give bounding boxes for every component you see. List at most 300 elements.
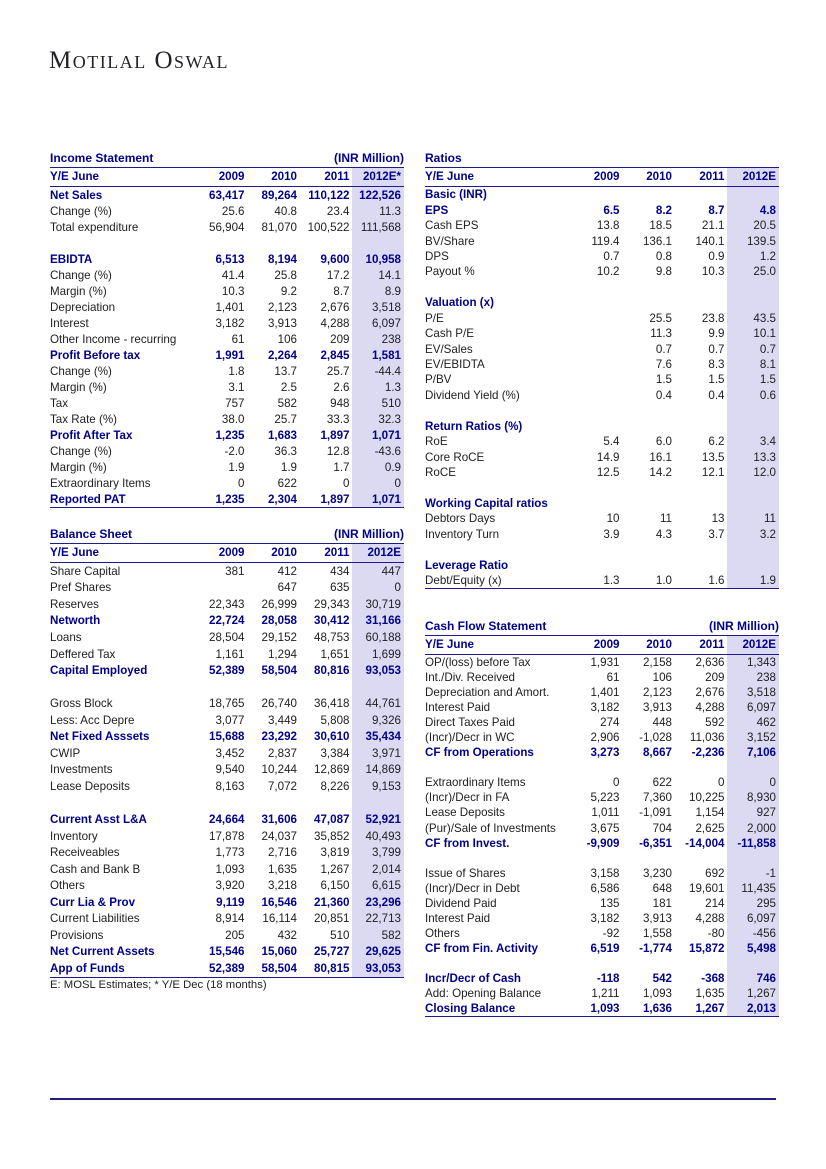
cell-value: [194, 235, 247, 251]
spacer-row: [425, 280, 779, 295]
table-row: [425, 496, 779, 511]
row-label: Lease Deposits: [425, 806, 505, 820]
cell-value: 1,897: [299, 491, 352, 508]
cell-value: 29,343: [314, 597, 350, 611]
cell-value: 1,093: [642, 987, 672, 1001]
row-label: [425, 280, 569, 295]
cell-value: 48,753: [314, 630, 350, 644]
cell-value: 6.0: [655, 435, 672, 449]
column-header: 2009: [194, 544, 247, 563]
row-label: Cash P/E: [425, 327, 474, 341]
row-label: Change (%): [50, 444, 112, 458]
row-label: CWIP: [50, 746, 81, 760]
table-row: [50, 363, 404, 379]
cell-value: [674, 496, 727, 511]
cell-value: 2,264: [267, 348, 297, 362]
row-label: Working Capital ratios: [425, 496, 548, 510]
cell-value: 110,122: [308, 188, 350, 202]
cell-value: [569, 419, 622, 434]
row-label: Tax Rate (%): [50, 412, 118, 426]
row-label: CF from Invest.: [425, 836, 510, 850]
cell-value: 3,182: [590, 701, 620, 715]
cell-value: 10,225: [689, 791, 725, 805]
cell-value: [674, 542, 727, 557]
cell-value: 2,000: [727, 821, 780, 836]
row-label: Total expenditure: [50, 220, 139, 234]
cell-value: 40.8: [274, 204, 297, 218]
cell-value: 209: [330, 332, 350, 346]
cell-value: [352, 795, 405, 812]
cell-value: 14,869: [352, 762, 405, 779]
row-label: [50, 795, 194, 812]
cell-value: 100,522: [307, 220, 350, 234]
cell-value: 18.5: [649, 219, 672, 233]
row-label: Add: Opening Balance: [425, 987, 542, 1001]
table-row: [50, 778, 404, 795]
cell-value: [727, 542, 780, 557]
cell-value: -456: [727, 926, 780, 941]
cell-value: 6.2: [708, 435, 725, 449]
cell-value: 381: [225, 564, 245, 578]
income-statement-section: [50, 151, 404, 508]
table-row: [425, 881, 779, 896]
cell-value: [352, 679, 405, 696]
cell-value: -2,236: [691, 746, 725, 760]
row-label: Investments: [50, 763, 113, 777]
table-row: [425, 218, 779, 233]
cell-value: 432: [277, 928, 297, 942]
cell-value: 23,292: [261, 730, 297, 744]
cell-value: 119.4: [591, 234, 620, 248]
cell-value: 11,036: [689, 731, 725, 745]
cell-value: [194, 580, 247, 597]
cell-value: 17,878: [209, 829, 245, 843]
cell-value: -92: [602, 926, 620, 940]
cash-flow-section: [425, 619, 779, 1017]
cell-value: -368: [701, 972, 725, 985]
table-row: [50, 728, 404, 745]
row-label: Inventory Turn: [425, 527, 500, 541]
cell-value: 510: [330, 928, 350, 942]
table-title-row: [50, 527, 404, 544]
row-label: Extraordinary Items: [425, 776, 526, 790]
cell-value: 2,906: [590, 731, 620, 745]
row-label: (Incr)/Decr in FA: [425, 791, 510, 805]
cell-value: 41.4: [221, 268, 245, 282]
spacer-row: [425, 542, 779, 557]
cell-value: 3,218: [267, 879, 297, 893]
cell-value: 122,526: [352, 187, 405, 204]
cell-value: [569, 403, 622, 418]
cell-value: -1: [727, 866, 780, 881]
column-header: Y/E June: [425, 168, 569, 187]
cell-value: 3,913: [642, 701, 672, 715]
cell-value: [569, 496, 622, 511]
table-row: [425, 372, 779, 387]
table-row: [425, 971, 779, 986]
row-label: P/BV: [425, 373, 452, 387]
cell-value: [569, 388, 622, 403]
cell-value: [674, 403, 727, 418]
cell-value: 2,158: [642, 656, 672, 670]
table-row: [425, 388, 779, 403]
row-label: Curr Lia & Prov: [50, 895, 136, 909]
cell-value: 1,235: [215, 428, 245, 442]
cell-value: 8,930: [727, 790, 780, 805]
cell-value: 10: [606, 512, 620, 526]
cell-value: 4,288: [320, 316, 350, 330]
cell-value: 448: [652, 716, 672, 730]
cell-value: 9,326: [352, 712, 405, 729]
cell-value: 746: [727, 971, 780, 986]
cell-value: 20.5: [727, 218, 780, 233]
cell-value: 61: [606, 671, 620, 685]
row-label: Net Fixed Asssets: [50, 730, 150, 744]
column-header-row: [50, 168, 404, 187]
cell-value: 2,123: [267, 300, 297, 314]
cell-value: 1,267: [674, 1001, 727, 1017]
cell-value: 22,713: [352, 910, 405, 927]
cell-value: 542: [652, 972, 672, 985]
table-row: [425, 357, 779, 372]
table-title-row: [425, 151, 779, 168]
cell-value: 8.1: [727, 357, 780, 372]
table-row: [50, 613, 404, 630]
cell-value: 0.4: [655, 388, 672, 402]
table-row: [50, 629, 404, 646]
cell-value: 0: [352, 475, 405, 491]
cell-value: 10.2: [596, 265, 620, 279]
table-row: [50, 894, 404, 911]
cell-value: 11.3: [352, 203, 405, 219]
cell-value: 52,389: [209, 664, 245, 678]
cell-value: 1,699: [352, 646, 405, 663]
cell-value: 24,037: [261, 829, 297, 843]
row-label: Others: [50, 879, 85, 893]
cell-value: 1,991: [215, 348, 245, 362]
cell-value: -9,909: [586, 836, 620, 850]
row-label: Direct Taxes Paid: [425, 716, 515, 730]
row-label: [425, 851, 569, 866]
table-row: [50, 811, 404, 828]
cell-value: 1,683: [267, 428, 297, 442]
spacer-row: [50, 795, 404, 812]
cell-value: [622, 956, 675, 971]
table-row: [50, 395, 404, 411]
row-label: Int./Div. Received: [425, 671, 515, 685]
cell-value: -80: [707, 926, 725, 940]
row-label: Tax: [50, 396, 69, 410]
cell-value: [727, 280, 780, 295]
cell-value: [569, 956, 622, 971]
cell-value: 8,163: [215, 779, 245, 793]
table-row: [425, 311, 779, 326]
row-label: Valuation (x): [425, 296, 494, 310]
cell-value: 510: [352, 395, 405, 411]
cell-value: 0.6: [727, 388, 780, 403]
cell-value: 11,435: [727, 881, 780, 896]
row-label: Profit Before tax: [50, 348, 141, 362]
cell-value: 927: [727, 805, 780, 820]
table-row: [425, 558, 779, 573]
cell-value: 4.3: [655, 527, 672, 541]
cell-value: 2,837: [267, 746, 297, 760]
cell-value: 1,093: [569, 1001, 622, 1017]
table-row: [50, 443, 404, 459]
cell-value: [674, 480, 727, 495]
row-label: OP/(loss) before Tax: [425, 656, 531, 670]
cell-value: 1.5: [708, 373, 725, 387]
cell-value: [194, 795, 247, 812]
table-title: Cash Flow Statement: [425, 619, 547, 633]
cell-value: 44,761: [352, 695, 405, 712]
cell-value: [299, 795, 352, 812]
cell-value: 106: [277, 332, 297, 346]
table-title: Balance Sheet: [50, 527, 133, 541]
cell-value: 2,716: [267, 846, 297, 860]
row-label: RoCE: [425, 466, 456, 480]
cell-value: 6,097: [727, 700, 780, 715]
cell-value: [674, 419, 727, 434]
row-label: RoE: [425, 435, 448, 449]
row-label: Interest: [50, 316, 89, 330]
column-header: 2010: [247, 168, 300, 187]
cell-value: [352, 235, 405, 251]
cell-value: 8,194: [267, 252, 297, 266]
cell-value: 0.9: [352, 459, 405, 475]
cell-value: 2,123: [642, 686, 672, 700]
row-label: (Pur)/Sale of Investments: [425, 821, 556, 835]
cell-value: [727, 403, 780, 418]
cell-value: -14,004: [685, 836, 725, 850]
cell-value: 1.3: [352, 379, 405, 395]
table-row: [425, 685, 779, 700]
table-row: [425, 465, 779, 480]
cell-value: 140.1: [695, 234, 725, 248]
table-row: [425, 821, 779, 836]
cell-value: 1,093: [215, 862, 245, 876]
table-row: [50, 475, 404, 491]
cell-value: 3,152: [727, 730, 780, 745]
table-row: [425, 941, 779, 956]
row-label: [425, 480, 569, 495]
table-row: [50, 646, 404, 663]
cell-value: 14.1: [352, 267, 405, 283]
cell-value: 58,504: [261, 664, 297, 678]
cell-value: 6,513: [215, 252, 245, 266]
cell-value: -43.6: [352, 443, 405, 459]
cell-value: 19,601: [689, 881, 725, 895]
row-label: Core RoCE: [425, 450, 485, 464]
cell-value: 9,600: [320, 252, 350, 266]
cell-value: 24,664: [209, 812, 245, 826]
table-row: [425, 202, 779, 217]
row-label: Cash and Bank B: [50, 862, 141, 876]
column-header: 2009: [569, 168, 622, 187]
cell-value: 3.2: [727, 527, 780, 542]
cell-value: 29,625: [352, 944, 405, 961]
spacer-row: [425, 851, 779, 866]
row-label: Issue of Shares: [425, 866, 506, 880]
cell-value: 1.9: [228, 460, 245, 474]
cell-value: 12.8: [326, 444, 350, 458]
table-row: [50, 331, 404, 347]
cell-value: 0.8: [655, 249, 672, 263]
cell-value: [569, 280, 622, 295]
cell-value: 8,914: [215, 912, 245, 926]
cell-value: 3,920: [215, 879, 245, 893]
table-row: [50, 315, 404, 331]
cell-value: 757: [225, 396, 245, 410]
cell-value: 5,223: [590, 791, 620, 805]
table-row: [50, 203, 404, 219]
cell-value: 52,389: [194, 960, 247, 977]
table-row: [50, 459, 404, 475]
row-label: Profit After Tax: [50, 428, 133, 442]
table-row: [425, 866, 779, 881]
cell-value: 582: [352, 927, 405, 944]
cell-value: [569, 311, 622, 326]
cell-value: 635: [330, 581, 350, 595]
table-row: [425, 715, 779, 730]
cell-value: 21.1: [701, 219, 725, 233]
cell-value: 1.3: [569, 573, 622, 589]
column-header: Y/E June: [50, 544, 194, 563]
cell-value: 10.3: [701, 265, 725, 279]
cell-value: 1.2: [727, 249, 780, 264]
cell-value: 0: [343, 476, 350, 490]
cell-value: 14.2: [649, 466, 672, 480]
cell-value: 60,188: [352, 629, 405, 646]
cell-value: 23,296: [352, 894, 405, 911]
cell-value: 16,114: [262, 912, 297, 926]
row-label: Margin (%): [50, 284, 107, 298]
cell-value: 3,971: [352, 745, 405, 762]
cell-value: 31,606: [261, 812, 297, 826]
cell-value: 13.5: [701, 450, 725, 464]
cell-value: [247, 795, 300, 812]
cell-value: -1,091: [639, 806, 672, 820]
cell-value: 6,097: [727, 911, 780, 926]
cell-value: 0: [718, 776, 725, 790]
cell-value: 14.9: [596, 450, 620, 464]
cell-value: [622, 187, 675, 203]
table-row: [425, 249, 779, 264]
cell-value: 6.5: [603, 203, 620, 217]
cell-value: 622: [652, 776, 672, 790]
table-row: [425, 775, 779, 790]
cell-value: 47,087: [314, 812, 350, 826]
estimates-footnote: E: MOSL Estimates; * Y/E Dec (18 months): [50, 979, 267, 991]
cell-value: 9,119: [216, 895, 245, 909]
footer-rule: [50, 1098, 776, 1100]
cell-value: 35,434: [352, 728, 405, 745]
cell-value: 25.7: [326, 364, 350, 378]
cell-value: 6,615: [352, 877, 405, 894]
row-label: (Incr)/Decr in WC: [425, 731, 515, 745]
cell-value: 9.2: [280, 284, 297, 298]
cell-value: [674, 760, 727, 775]
cell-value: [622, 496, 675, 511]
cell-value: 0.7: [603, 249, 620, 263]
table-row: [50, 411, 404, 427]
table-row: [425, 511, 779, 526]
cell-value: 1,267: [727, 986, 780, 1001]
cell-value: 9,153: [352, 778, 405, 795]
cell-value: 11.3: [650, 327, 672, 341]
cell-value: 1.9: [280, 460, 297, 474]
cell-value: 0.7: [727, 341, 780, 356]
row-label: Net Sales: [50, 188, 103, 202]
table-row: [50, 927, 404, 944]
cell-value: 1,635: [695, 987, 725, 1001]
cell-value: 1,071: [352, 427, 405, 443]
table-row: [425, 573, 779, 589]
cell-value: [622, 280, 675, 295]
table-row: [50, 379, 404, 395]
row-label: Depreciation and Amort.: [425, 686, 550, 700]
cell-value: 25.5: [649, 311, 672, 325]
cell-value: [299, 235, 352, 251]
cell-value: 1.5: [727, 372, 780, 387]
cell-value: 12.1: [701, 466, 725, 480]
cell-value: 3,230: [642, 866, 672, 880]
cell-value: 20,851: [314, 912, 350, 926]
table-row: [425, 655, 779, 671]
cell-value: 28,504: [209, 630, 245, 644]
balance-sheet-section: [50, 527, 404, 978]
cell-value: 5,498: [727, 941, 780, 956]
cell-value: 135: [600, 896, 620, 910]
cell-value: 462: [727, 715, 780, 730]
cell-value: 1,773: [215, 846, 245, 860]
cell-value: [622, 760, 675, 775]
cell-value: 12.5: [596, 466, 620, 480]
cell-value: 15,872: [689, 941, 725, 955]
table-row: [50, 695, 404, 712]
cell-value: 106: [652, 671, 672, 685]
cell-value: 8.3: [708, 358, 725, 372]
cell-value: 36,418: [314, 697, 350, 711]
cell-value: 15,688: [209, 730, 245, 744]
cell-value: 25.6: [221, 204, 245, 218]
table-row: [425, 341, 779, 356]
table-row: [425, 670, 779, 685]
cell-value: 3,273: [590, 746, 620, 760]
cell-value: [194, 679, 247, 696]
cell-value: 0: [727, 775, 780, 790]
cell-value: 35,852: [314, 829, 350, 843]
row-label: Reported PAT: [50, 491, 194, 508]
table-title: Income Statement: [50, 151, 154, 165]
cell-value: 93,053: [352, 662, 405, 679]
cell-value: 23.4: [326, 204, 350, 218]
table-unit: (INR Million): [334, 527, 404, 541]
row-label: Leverage Ratio: [425, 558, 509, 572]
cell-value: [674, 280, 727, 295]
row-label: Other Income - recurring: [50, 332, 177, 346]
cell-value: [727, 187, 780, 203]
cell-value: -2.0: [224, 444, 245, 458]
cell-value: -1,028: [639, 731, 672, 745]
table-row: [50, 662, 404, 679]
cell-value: [622, 403, 675, 418]
cell-value: 692: [705, 866, 725, 880]
cell-value: 25.8: [274, 268, 297, 282]
row-label: Change (%): [50, 204, 112, 218]
cell-value: [569, 542, 622, 557]
column-header-row: [425, 636, 779, 655]
